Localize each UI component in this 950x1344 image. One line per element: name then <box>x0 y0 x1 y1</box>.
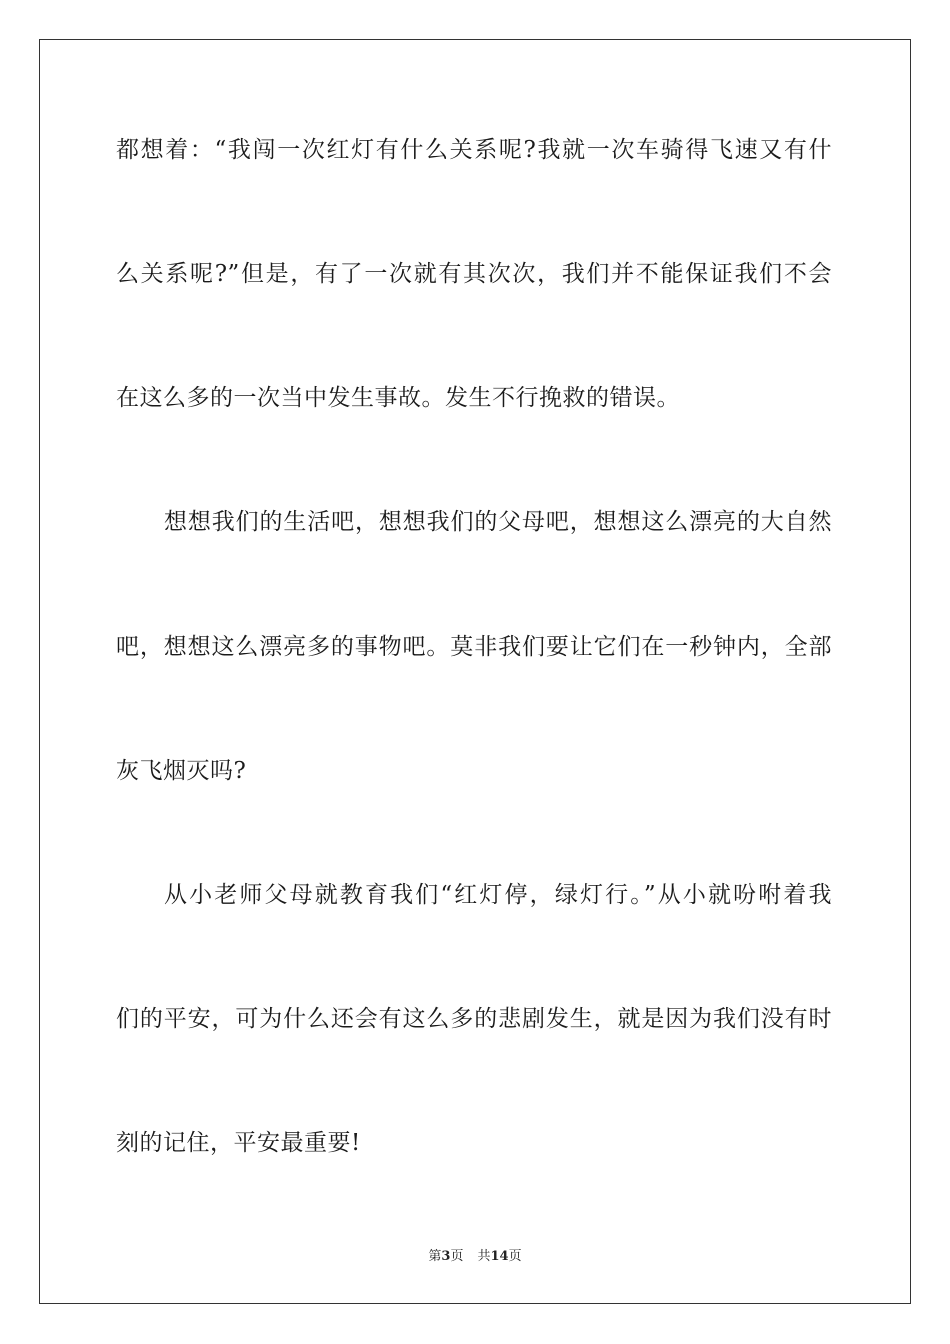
page-suffix: 页 <box>450 1249 464 1264</box>
page-footer <box>0 1248 950 1266</box>
text-line-7: 从小老师父母就教育我们“红灯停，绿灯行。”从小就吩咐着我 <box>164 882 832 908</box>
total-pages: 14 <box>490 1249 509 1264</box>
text-line-3: 在这么多的一次当中发生事故。发生不行挽救的错误。 <box>116 385 680 411</box>
total-suffix: 页 <box>508 1249 522 1264</box>
text-line-2: 么关系呢?”但是，有了一次就有其次次，我们并不能保证我们不会 <box>116 261 832 287</box>
page-current: 3 <box>441 1249 451 1264</box>
text-line-5: 吧，想想这么漂亮多的事物吧。莫非我们要让它们在一秒钟内，全部 <box>116 634 832 660</box>
page-prefix: 第 <box>428 1249 442 1264</box>
total-prefix: 共 <box>477 1249 491 1264</box>
text-line-4: 想想我们的生活吧，想想我们的父母吧，想想这么漂亮的大自然 <box>164 509 832 535</box>
page-border <box>39 39 911 1304</box>
text-line-9: 刻的记住，平安最重要! <box>116 1130 361 1156</box>
text-line-6: 灰飞烟灭吗? <box>116 758 247 784</box>
text-line-1: 都想着：“我闯一次红灯有什么关系呢?我就一次车骑得飞速又有什 <box>116 137 832 163</box>
text-line-8: 们的平安，可为什么还会有这么多的悲剧发生，就是因为我们没有时 <box>116 1006 832 1032</box>
